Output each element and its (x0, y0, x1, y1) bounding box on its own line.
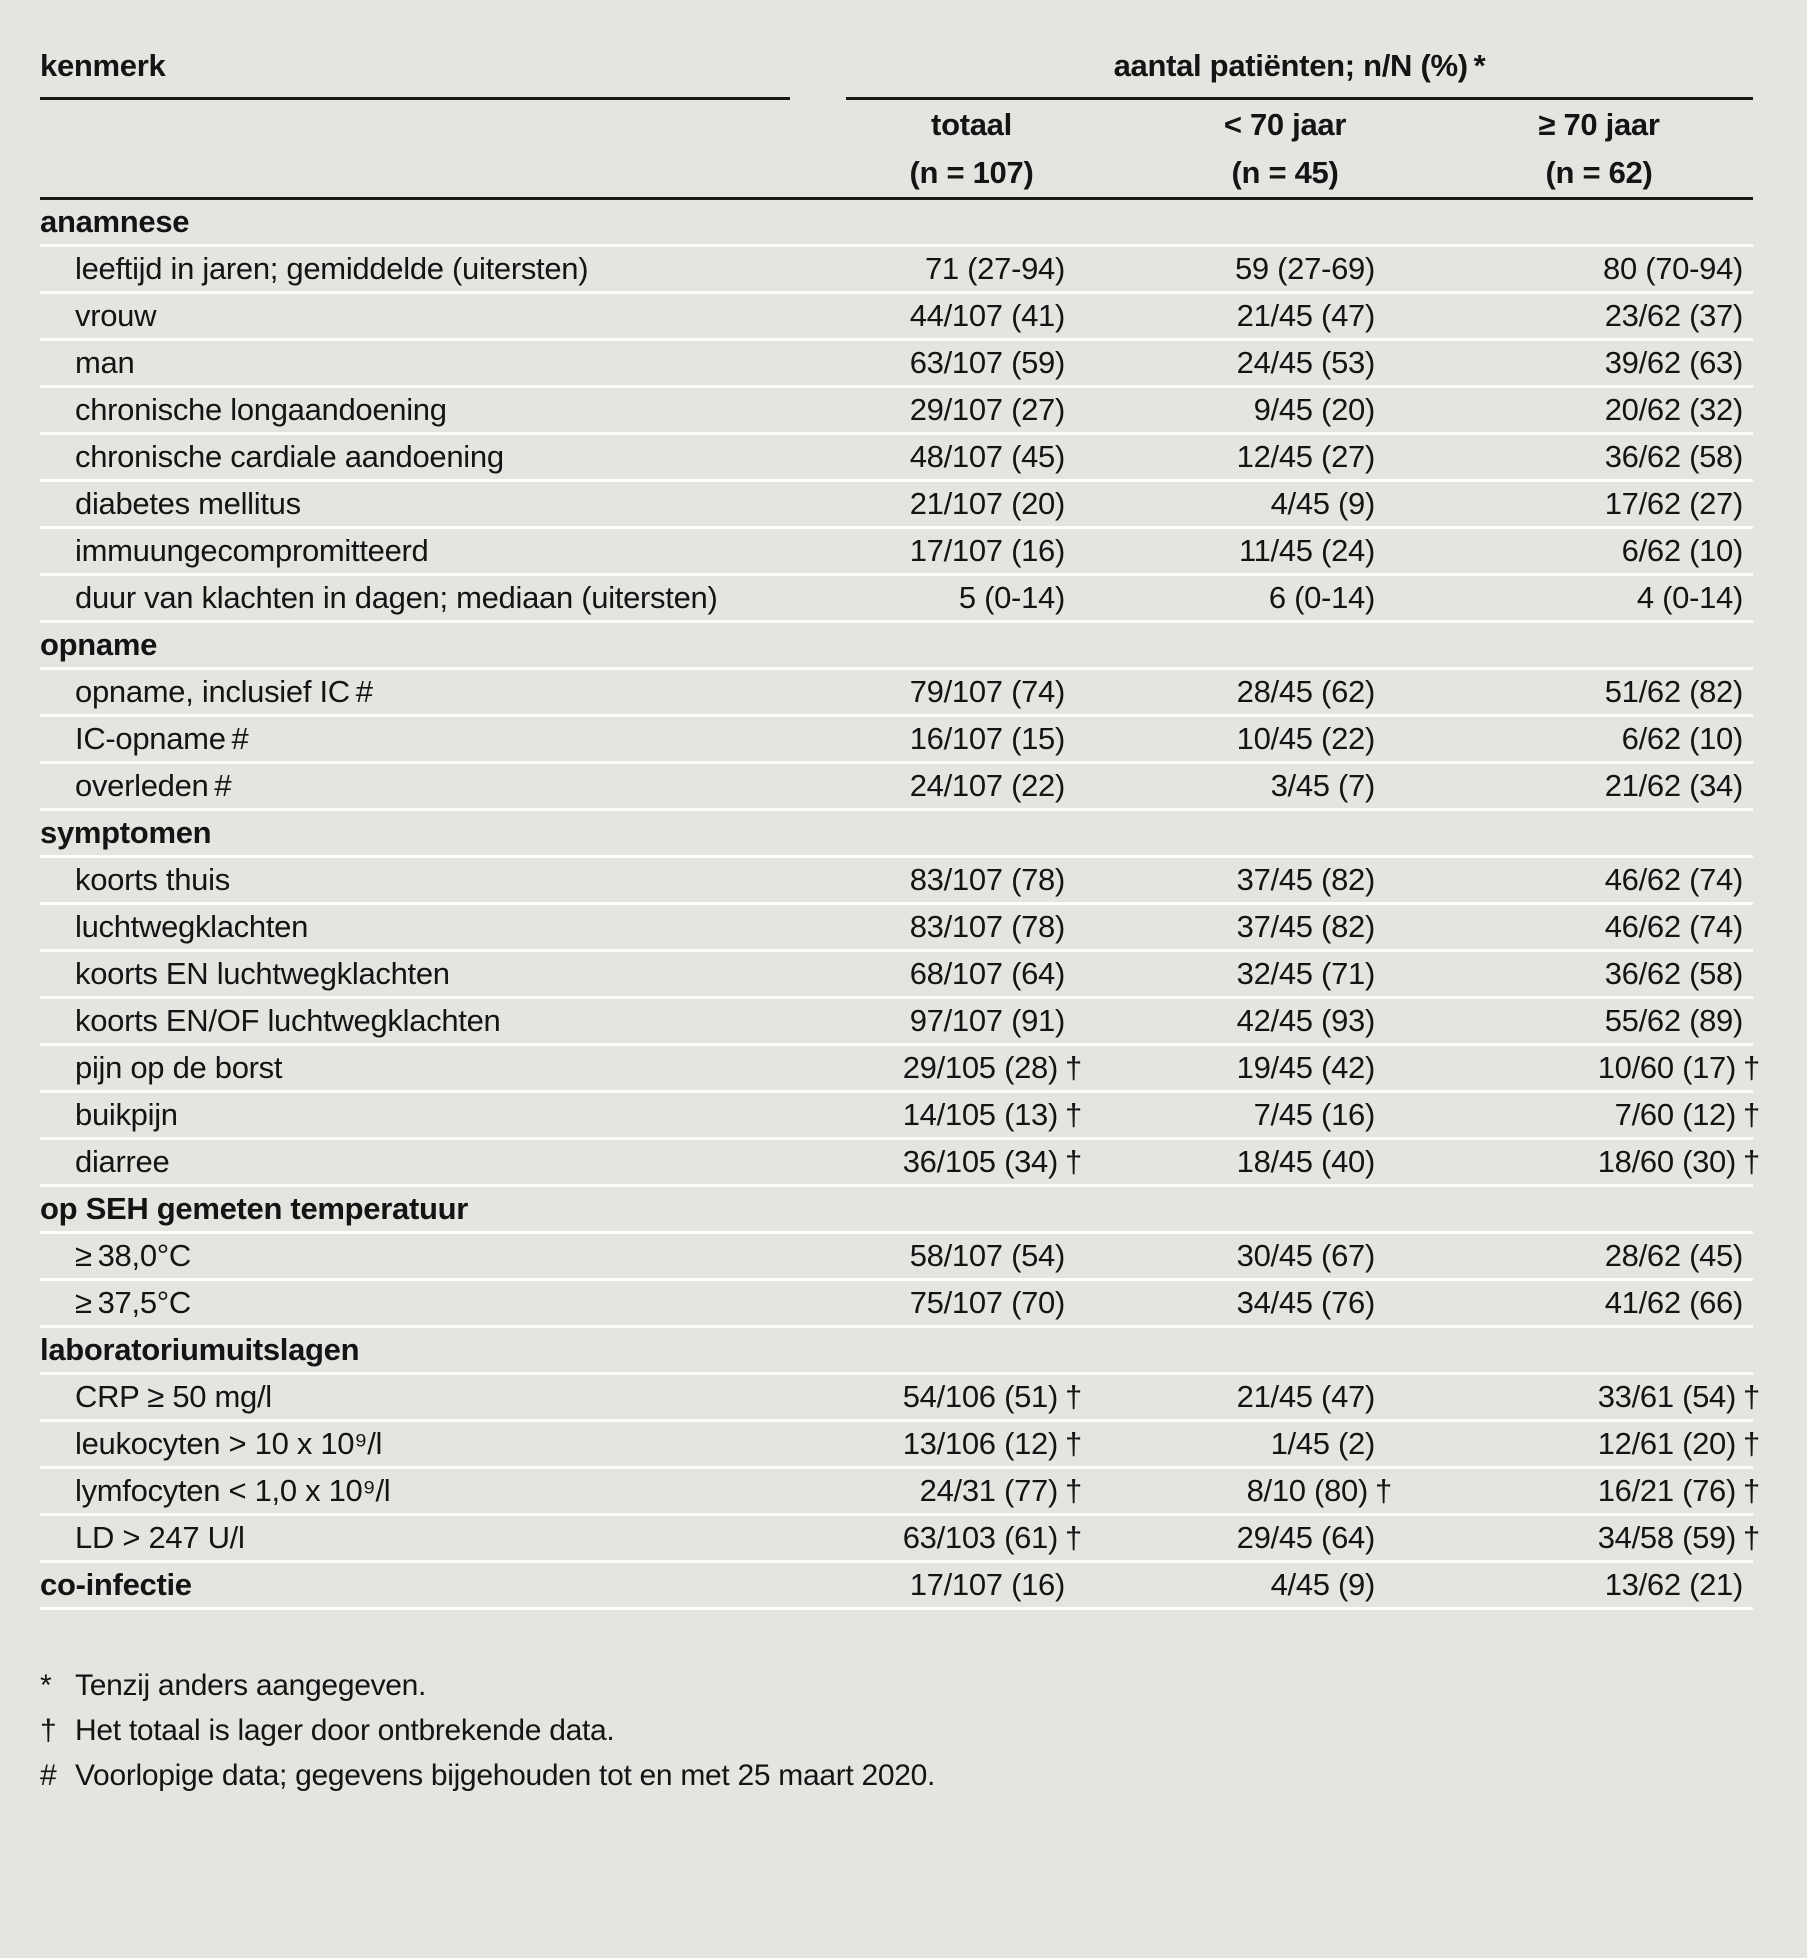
value-cell: 23/62 (37) (1604, 297, 1744, 333)
value-cell: 4 (0-14) (1636, 579, 1744, 615)
value-cell: 6/62 (10) (1621, 720, 1744, 756)
footnotes (40, 1670, 1807, 1791)
value-cell: 41/62 (66) (1604, 1284, 1744, 1320)
table-row (40, 574, 1753, 621)
section-label: anamnese (40, 203, 190, 239)
section-label: symptomen (40, 814, 212, 850)
value-cell: 29/107 (27) (909, 391, 1065, 427)
value-cell: 11/45 (24) (1238, 532, 1375, 568)
footnote-text: Het totaal is lager door ontbrekende data. (75, 1713, 615, 1747)
value-cell: 21/45 (47) (1236, 1378, 1375, 1414)
value-cell: 4/45 (9) (1270, 1566, 1375, 1602)
value-cell: 12/61 (20) † (1597, 1425, 1760, 1461)
dagger-note: † (1743, 1143, 1760, 1179)
value-cell: 17/62 (27) (1604, 485, 1744, 521)
value-cell (1445, 198, 1753, 245)
row-label: ≥ 38,0°C (75, 1237, 191, 1273)
value-cell (1125, 198, 1445, 245)
table-row (40, 433, 1753, 480)
table-row (40, 1373, 1753, 1420)
header-row-columns (40, 100, 1753, 149)
table-row (40, 245, 1753, 292)
value-cell: 4/45 (9) (1270, 485, 1375, 521)
value-cell: 63/107 (59) (909, 344, 1065, 380)
value-cell: 17/107 (16) (909, 1566, 1065, 1602)
value-cell: 20/62 (32) (1604, 391, 1744, 427)
value-cell: 51/62 (82) (1604, 673, 1744, 709)
value-cell: 3/45 (7) (1270, 767, 1375, 803)
value-cell: 13/106 (12) † (902, 1425, 1082, 1461)
table-row (40, 1091, 1753, 1138)
row-label: IC-opname # (75, 720, 249, 756)
table-row (40, 1467, 1753, 1514)
row-label: koorts EN/OF luchtwegklachten (75, 1002, 501, 1038)
value-cell: 21/62 (34) (1604, 767, 1744, 803)
dagger-note: † (1743, 1472, 1760, 1508)
value-cell: 83/107 (78) (909, 861, 1065, 897)
kenmerk-label: kenmerk (40, 48, 790, 100)
column-header-kenmerk (40, 42, 818, 100)
value-cell: 8/10 (80) † (1246, 1472, 1392, 1508)
value-cell (1445, 1326, 1753, 1373)
value-cell: 97/107 (91) (909, 1002, 1065, 1038)
row-label: koorts thuis (75, 861, 230, 897)
dagger-note: † (1065, 1049, 1082, 1085)
footnote-text: Tenzij anders aangegeven. (75, 1668, 427, 1702)
value-cell: 18/45 (40) (1236, 1143, 1375, 1179)
row-label: vrouw (75, 297, 157, 333)
value-cell (818, 621, 1125, 668)
table-row (40, 1514, 1753, 1561)
dagger-note: † (1065, 1378, 1082, 1414)
value-cell: 9/45 (20) (1253, 391, 1375, 427)
row-label: buikpijn (75, 1096, 178, 1132)
row-label: LD > 247 U/l (75, 1519, 245, 1555)
value-cell: 10/60 (17) † (1597, 1049, 1760, 1085)
value-cell: 6 (0-14) (1268, 579, 1375, 615)
value-cell: 16/107 (15) (909, 720, 1065, 756)
value-cell (1125, 621, 1445, 668)
column-header-under-70: < 70 jaar (1223, 106, 1347, 142)
value-cell (1445, 809, 1753, 856)
value-cell: 13/62 (21) (1604, 1566, 1744, 1602)
column-n-totaal: (n = 107) (909, 154, 1034, 190)
value-cell: 6/62 (10) (1621, 532, 1744, 568)
row-label: man (75, 344, 135, 380)
footnote (40, 1715, 1807, 1746)
row-label: immuungecompromitteerd (75, 532, 429, 568)
table-row (40, 527, 1753, 574)
header-spacer (40, 100, 818, 149)
dagger-note: † (1065, 1143, 1082, 1179)
row-label: leukocyten > 10 x 10⁹/l (75, 1425, 383, 1461)
value-cell: 10/45 (22) (1236, 720, 1375, 756)
dagger-note: † (1375, 1472, 1392, 1508)
table-row (40, 480, 1753, 527)
section-row (40, 1185, 1753, 1232)
table-row (40, 903, 1753, 950)
value-cell: 7/45 (16) (1253, 1096, 1375, 1132)
value-cell: 5 (0-14) (958, 579, 1065, 615)
table-row (40, 715, 1753, 762)
table-row (40, 339, 1753, 386)
value-cell: 1/45 (2) (1270, 1425, 1375, 1461)
column-n-70-plus: (n = 62) (1545, 154, 1653, 190)
value-cell: 24/45 (53) (1236, 344, 1375, 380)
value-cell (818, 198, 1125, 245)
value-cell: 59 (27-69) (1234, 250, 1375, 286)
header-spacer (40, 149, 818, 198)
value-cell: 75/107 (70) (909, 1284, 1065, 1320)
value-cell: 29/105 (28) † (902, 1049, 1082, 1085)
table-row (40, 1138, 1753, 1185)
row-label: chronische cardiale aandoening (75, 438, 504, 474)
value-cell (1125, 1185, 1445, 1232)
footnote (40, 1670, 1807, 1701)
row-label: ≥ 37,5°C (75, 1284, 191, 1320)
value-cell (1445, 621, 1753, 668)
value-cell: 42/45 (93) (1236, 1002, 1375, 1038)
section-row (40, 198, 1753, 245)
value-cell: 71 (27-94) (924, 250, 1065, 286)
row-label: opname, inclusief IC # (75, 673, 373, 709)
header-row-top (40, 42, 1753, 100)
table-row (40, 762, 1753, 809)
value-cell (818, 1185, 1125, 1232)
value-cell: 21/107 (20) (909, 485, 1065, 521)
section-label: opname (40, 626, 158, 662)
value-cell: 12/45 (27) (1236, 438, 1375, 474)
table-row (40, 1232, 1753, 1279)
row-label: chronische longaandoening (75, 391, 447, 427)
value-cell: 79/107 (74) (909, 673, 1065, 709)
value-cell: 24/107 (22) (909, 767, 1065, 803)
section-row (40, 1561, 1753, 1608)
value-cell: 28/62 (45) (1604, 1237, 1744, 1273)
value-cell: 83/107 (78) (909, 908, 1065, 944)
section-row (40, 809, 1753, 856)
row-label: diarree (75, 1143, 170, 1179)
value-cell (1125, 1326, 1445, 1373)
header-row-n (40, 149, 1753, 198)
table-row (40, 386, 1753, 433)
section-label: co-infectie (40, 1566, 192, 1602)
value-cell: 44/107 (41) (909, 297, 1065, 333)
value-cell: 32/45 (71) (1236, 955, 1375, 991)
value-cell: 37/45 (82) (1236, 861, 1375, 897)
table-row (40, 292, 1753, 339)
value-cell: 30/45 (67) (1236, 1237, 1375, 1273)
table-row (40, 856, 1753, 903)
dagger-note: † (1065, 1096, 1082, 1132)
value-cell: 34/58 (59) † (1597, 1519, 1760, 1555)
table-body (40, 198, 1760, 1608)
value-cell: 19/45 (42) (1236, 1049, 1375, 1085)
footnote-symbol: # (40, 1758, 57, 1792)
value-cell (818, 1326, 1125, 1373)
column-group-header (818, 42, 1753, 100)
row-label: leeftijd in jaren; gemiddelde (uitersten) (75, 250, 589, 286)
table-header (40, 42, 1753, 198)
row-label: duur van klachten in dagen; mediaan (uitersten) (75, 579, 718, 615)
section-row (40, 1326, 1753, 1373)
value-cell: 18/60 (30) † (1597, 1143, 1760, 1179)
value-cell: 21/45 (47) (1236, 297, 1375, 333)
dagger-note: † (1743, 1378, 1760, 1414)
value-cell: 14/105 (13) † (902, 1096, 1082, 1132)
dagger-note: † (1743, 1049, 1760, 1085)
group-label: aantal patiënten; n/N (%) * (846, 48, 1753, 100)
table-row (40, 950, 1753, 997)
column-n-under-70: (n = 45) (1231, 154, 1339, 190)
row-label: pijn op de borst (75, 1049, 283, 1085)
row-label: lymfocyten < 1,0 x 10⁹/l (75, 1472, 391, 1508)
value-cell: 63/103 (61) † (902, 1519, 1082, 1555)
value-cell: 37/45 (82) (1236, 908, 1375, 944)
value-cell: 17/107 (16) (909, 532, 1065, 568)
value-cell: 80 (70-94) (1603, 250, 1744, 286)
value-cell: 28/45 (62) (1236, 673, 1375, 709)
value-cell: 46/62 (74) (1604, 861, 1744, 897)
value-cell: 55/62 (89) (1604, 1002, 1744, 1038)
row-label: diabetes mellitus (75, 485, 301, 521)
value-cell (1445, 1185, 1753, 1232)
value-cell: 46/62 (74) (1604, 908, 1744, 944)
value-cell: 7/60 (12) † (1614, 1096, 1760, 1132)
value-cell: 54/106 (51) † (902, 1378, 1082, 1414)
column-header-totaal: totaal (931, 106, 1012, 142)
table-row (40, 997, 1753, 1044)
footnote-symbol: † (40, 1713, 57, 1747)
value-cell: 36/105 (34) † (902, 1143, 1082, 1179)
table-row (40, 1420, 1753, 1467)
patient-characteristics-table (40, 42, 1760, 1610)
section-label: laboratoriumuitslagen (40, 1331, 360, 1367)
dagger-note: † (1743, 1425, 1760, 1461)
dagger-note: † (1743, 1096, 1760, 1132)
dagger-note: † (1065, 1519, 1082, 1555)
value-cell: 16/21 (76) † (1597, 1472, 1760, 1508)
dagger-note: † (1065, 1472, 1082, 1508)
row-label: luchtwegklachten (75, 908, 309, 944)
value-cell: 33/61 (54) † (1597, 1378, 1760, 1414)
dagger-note: † (1743, 1519, 1760, 1555)
value-cell (818, 809, 1125, 856)
row-label: overleden # (75, 767, 232, 803)
table-row (40, 668, 1753, 715)
value-cell (1125, 809, 1445, 856)
value-cell: 68/107 (64) (909, 955, 1065, 991)
value-cell: 34/45 (76) (1236, 1284, 1375, 1320)
row-label: koorts EN luchtwegklachten (75, 955, 450, 991)
column-header-70-plus: ≥ 70 jaar (1538, 106, 1660, 142)
section-label: op SEH gemeten temperatuur (40, 1190, 469, 1226)
dagger-note: † (1065, 1425, 1082, 1461)
value-cell: 58/107 (54) (909, 1237, 1065, 1273)
footnote (40, 1760, 1807, 1791)
footnote-symbol: * (40, 1668, 52, 1702)
table-row (40, 1044, 1753, 1091)
value-cell: 36/62 (58) (1604, 438, 1744, 474)
footnote-text: Voorlopige data; gegevens bijgehouden tot en met 25 maart 2020. (75, 1758, 936, 1792)
value-cell: 48/107 (45) (909, 438, 1065, 474)
value-cell: 24/31 (77) † (919, 1472, 1082, 1508)
section-row (40, 621, 1753, 668)
table-row (40, 1279, 1753, 1326)
row-label: CRP ≥ 50 mg/l (75, 1378, 272, 1414)
value-cell: 39/62 (63) (1604, 344, 1744, 380)
value-cell: 29/45 (64) (1236, 1519, 1375, 1555)
value-cell: 36/62 (58) (1604, 955, 1744, 991)
